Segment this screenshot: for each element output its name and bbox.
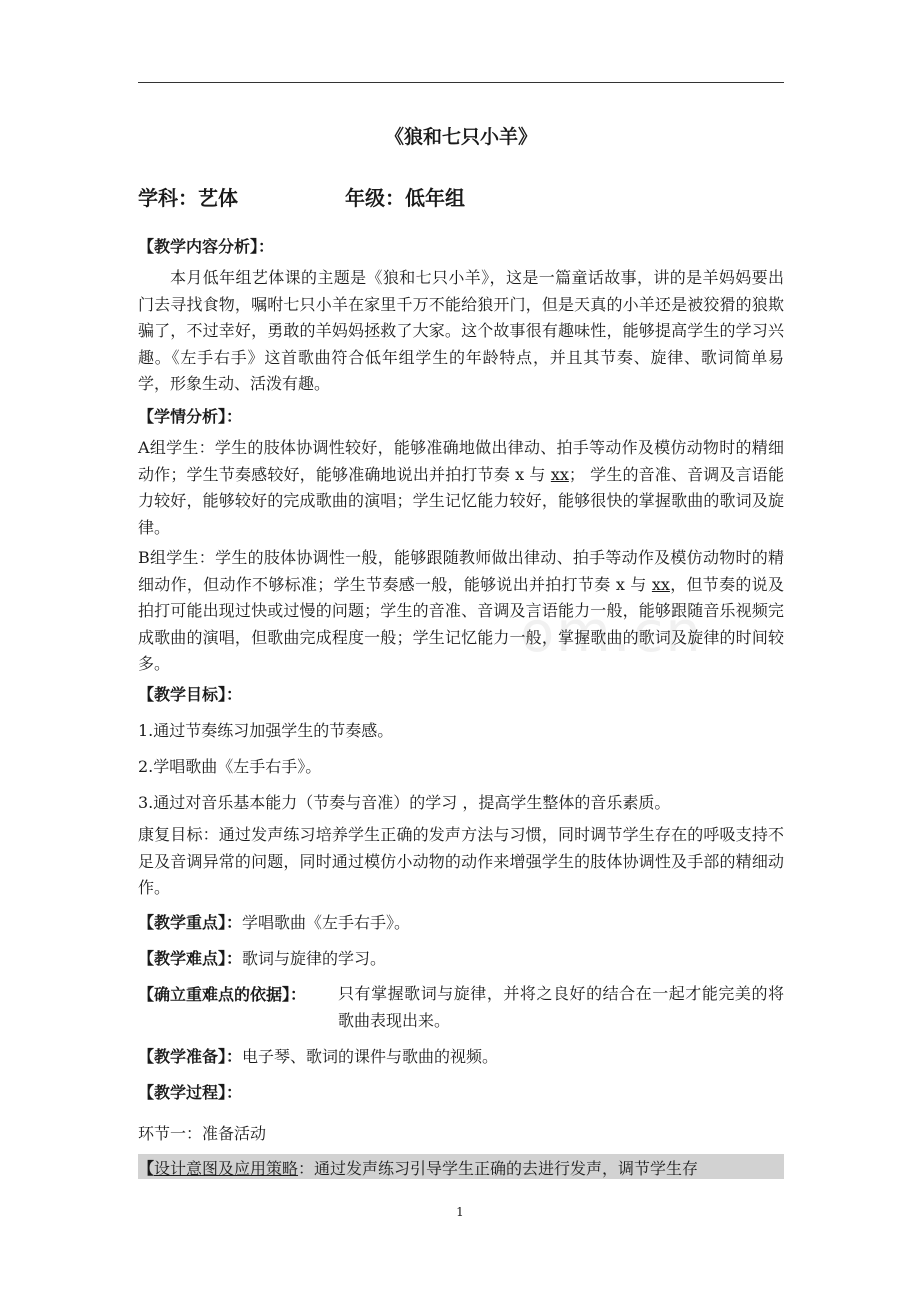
key-point-heading: 【教学重点】： xyxy=(138,913,243,932)
watermark: om.cn xyxy=(520,600,703,665)
preparation-text: 电子琴、歌词的课件与歌曲的视频。 xyxy=(242,1047,499,1066)
objectives-heading: 【教学目标】： xyxy=(138,685,243,704)
group-b-text-1: B组学生：学生的肢体协调性一般，能够跟随教师做出律动、拍手等动作及模仿动物时的精细动作，但动作不够标准；学生节奏感一般，能够说出并拍打节奏 x 与 xyxy=(138,548,784,594)
group-a-text-1: A组学生：学生的肢体协调性较好，能够准确地做出律动、拍手等动作及模仿动物时的精细动作；学生节奏感较好，能够准确地说出并拍打节奏 x 与 xyxy=(138,438,784,484)
page-number: 1 xyxy=(456,1205,464,1219)
group-a-paragraph xyxy=(138,435,784,541)
group-b-rhythm-xx: xx xyxy=(651,574,670,594)
preparation-line xyxy=(138,1044,498,1067)
grade-label: 年级：低年组 xyxy=(345,186,465,210)
strategy-label: 设计意图及应用策略 xyxy=(154,1159,299,1178)
strategy-bracket: 【 xyxy=(138,1159,155,1178)
document-title: 《狼和七只小羊》 xyxy=(384,126,537,148)
preparation-heading: 【教学准备】： xyxy=(138,1047,243,1066)
rehab-objective: 康复目标：通过发声练习培养学生正确的发声方法与习惯，同时调节学生存在的呼吸支持不足及音调异常的问题，同时通过模仿小动物的动作来增强学生的肢体协调性及手部的精细动作。 xyxy=(138,825,784,897)
header-rule xyxy=(138,82,784,83)
key-point-text: 学唱歌曲《左手右手》。 xyxy=(242,913,411,932)
objective-item-1: 1.通过节奏练习加强学生的节奏感。 xyxy=(138,721,394,740)
objective-item-2: 2.学唱歌曲《左手右手》。 xyxy=(138,757,322,776)
strategy-line xyxy=(138,1156,698,1179)
key-point-line xyxy=(138,910,410,933)
objective-item-3: 3.通过对音乐基本能力（节奏与音准）的学习 ，提高学生整体的音乐素质。 xyxy=(138,793,671,812)
difficulty-line xyxy=(138,946,386,969)
basis-heading: 【确立重难点的依据】： xyxy=(138,985,307,1004)
basis-text: 只有掌握歌词与旋律，并将之良好的结合在一起才能完美的将歌曲表现出来。 xyxy=(338,984,784,1030)
difficulty-heading: 【教学难点】： xyxy=(138,949,243,968)
process-step-1: 环节一：准备活动 xyxy=(138,1124,267,1143)
group-a-text-2: ； 学生的音准、音调及言语能力较好，能够较好的完成歌曲的演唱；学生记忆能力较好，能够很快的掌握歌曲的歌词及旋律。 xyxy=(138,464,784,537)
group-a-rhythm-xx: xx xyxy=(550,464,569,484)
process-heading: 【教学过程】： xyxy=(138,1083,243,1102)
content-analysis-heading: 【教学内容分析】： xyxy=(138,237,275,256)
group-b-text-2: ，但节奏的说及拍打可能出现过快或过慢的问题；学生的音准、音调及言语能力一般，能够跟随音乐视频完成歌曲的演唱，但歌曲完成程度一般；学生记忆能力一般，掌握歌曲的歌词及旋律的时间较多。 xyxy=(138,574,784,673)
subject-label: 学科：艺体 xyxy=(138,186,238,210)
content-analysis-text: 本月低年组艺体课的主题是《狼和七只小羊》，这是一篇童话故事，讲的是羊妈妈要出门去寻找食物，嘱咐七只小羊在家里千万不能给狼开门，但是天真的小羊还是被狡猾的狼欺骗了，不过幸好，勇敢的羊妈妈拯救了大家。这个故事很有趣味性，能够提高学生的学习兴趣。《左手右手》这首歌曲符合低年组学生的年龄特点，并且其节奏、旋律、歌词简单易学，形象生动、活泼有趣。 xyxy=(138,268,784,393)
learner-analysis-heading: 【学情分析】： xyxy=(138,407,243,426)
subject-grade-line xyxy=(138,182,465,211)
strategy-text: ：通过发声练习引导学生正确的去进行发声，调节学生存 xyxy=(298,1159,699,1178)
difficulty-text: 歌词与旋律的学习。 xyxy=(242,949,387,968)
